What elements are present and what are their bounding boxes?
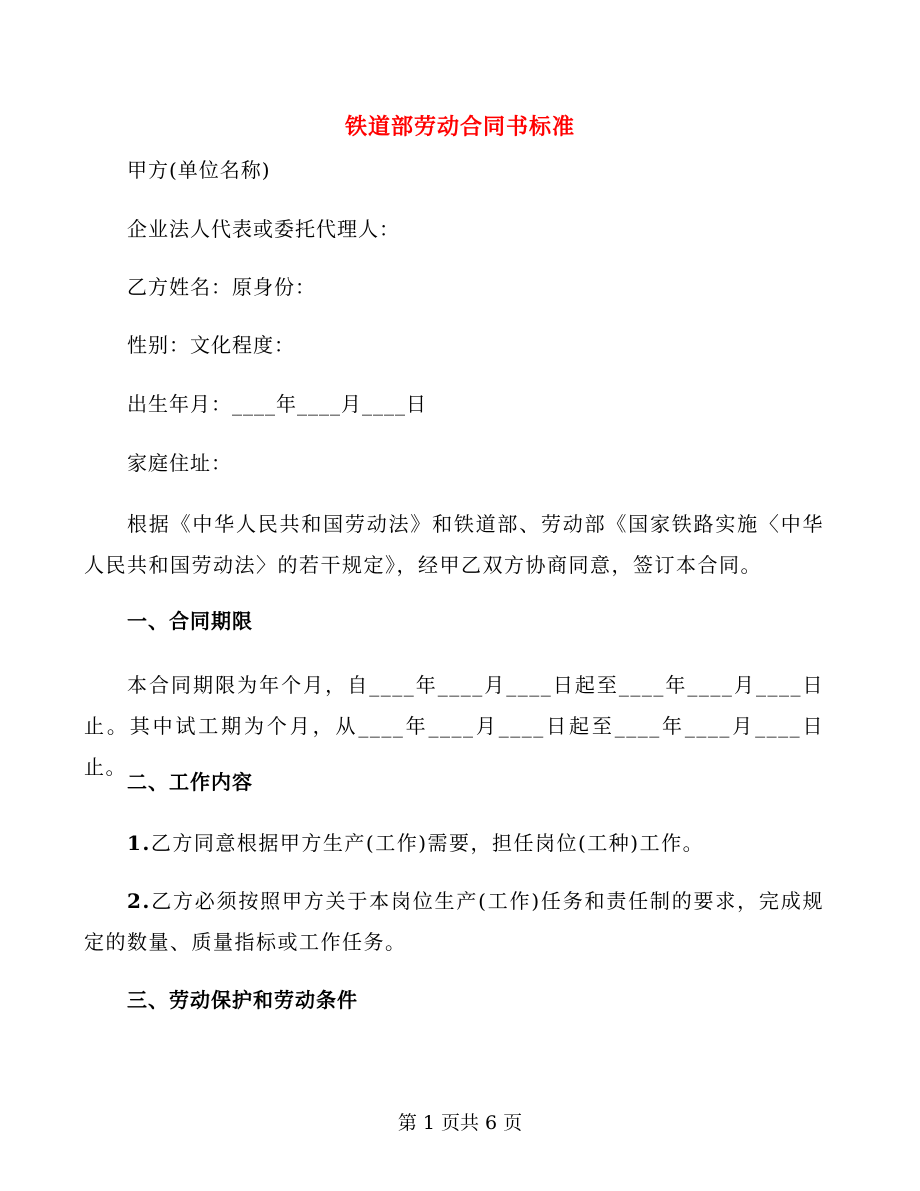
section2-item2-text: 乙方必须按照甲方关于本岗位生产(工作)任务和责任制的要求，完成规定的数量、质量指标或工作任务。	[84, 889, 824, 954]
representative-line: 企业法人代表或委托代理人：	[127, 217, 400, 241]
document-title: 铁道部劳动合同书标准	[344, 114, 575, 140]
section2-heading: 二、工作内容	[127, 770, 253, 794]
gender-line: 性别：文化程度：	[127, 333, 295, 357]
birth-line: 出生年月：____年____月____日	[127, 392, 427, 416]
section2-item1-number: 1.	[127, 831, 151, 855]
page-footer: 第 1 页共 6 页	[397, 1112, 523, 1134]
section2-item2	[84, 881, 824, 963]
intro-paragraph: 根据《中华人民共和国劳动法》和铁道部、劳动部《国家铁路实施〈中华人民共和国劳动法〉的若干规定》，经甲乙双方协商同意，签订本合同。	[84, 512, 824, 577]
section3-heading: 三、劳动保护和劳动条件	[127, 988, 358, 1012]
section1-heading: 一、合同期限	[127, 609, 253, 633]
party-a-line: 甲方(单位名称)	[127, 158, 271, 182]
party-b-line: 乙方姓名：原身份：	[127, 275, 316, 299]
address-line: 家庭住址：	[127, 451, 232, 475]
section2-item1-text: 乙方同意根据甲方生产(工作)需要，担任岗位(工种)工作。	[150, 831, 705, 855]
section2-item2-number: 2.	[127, 889, 151, 913]
section1-body: 本合同期限为年个月，自____年____月____日起至____年____月____日止。其中试工期为个月，从____年____月____日起至____年____月____日止。	[84, 673, 824, 779]
section2-item1	[84, 823, 824, 864]
